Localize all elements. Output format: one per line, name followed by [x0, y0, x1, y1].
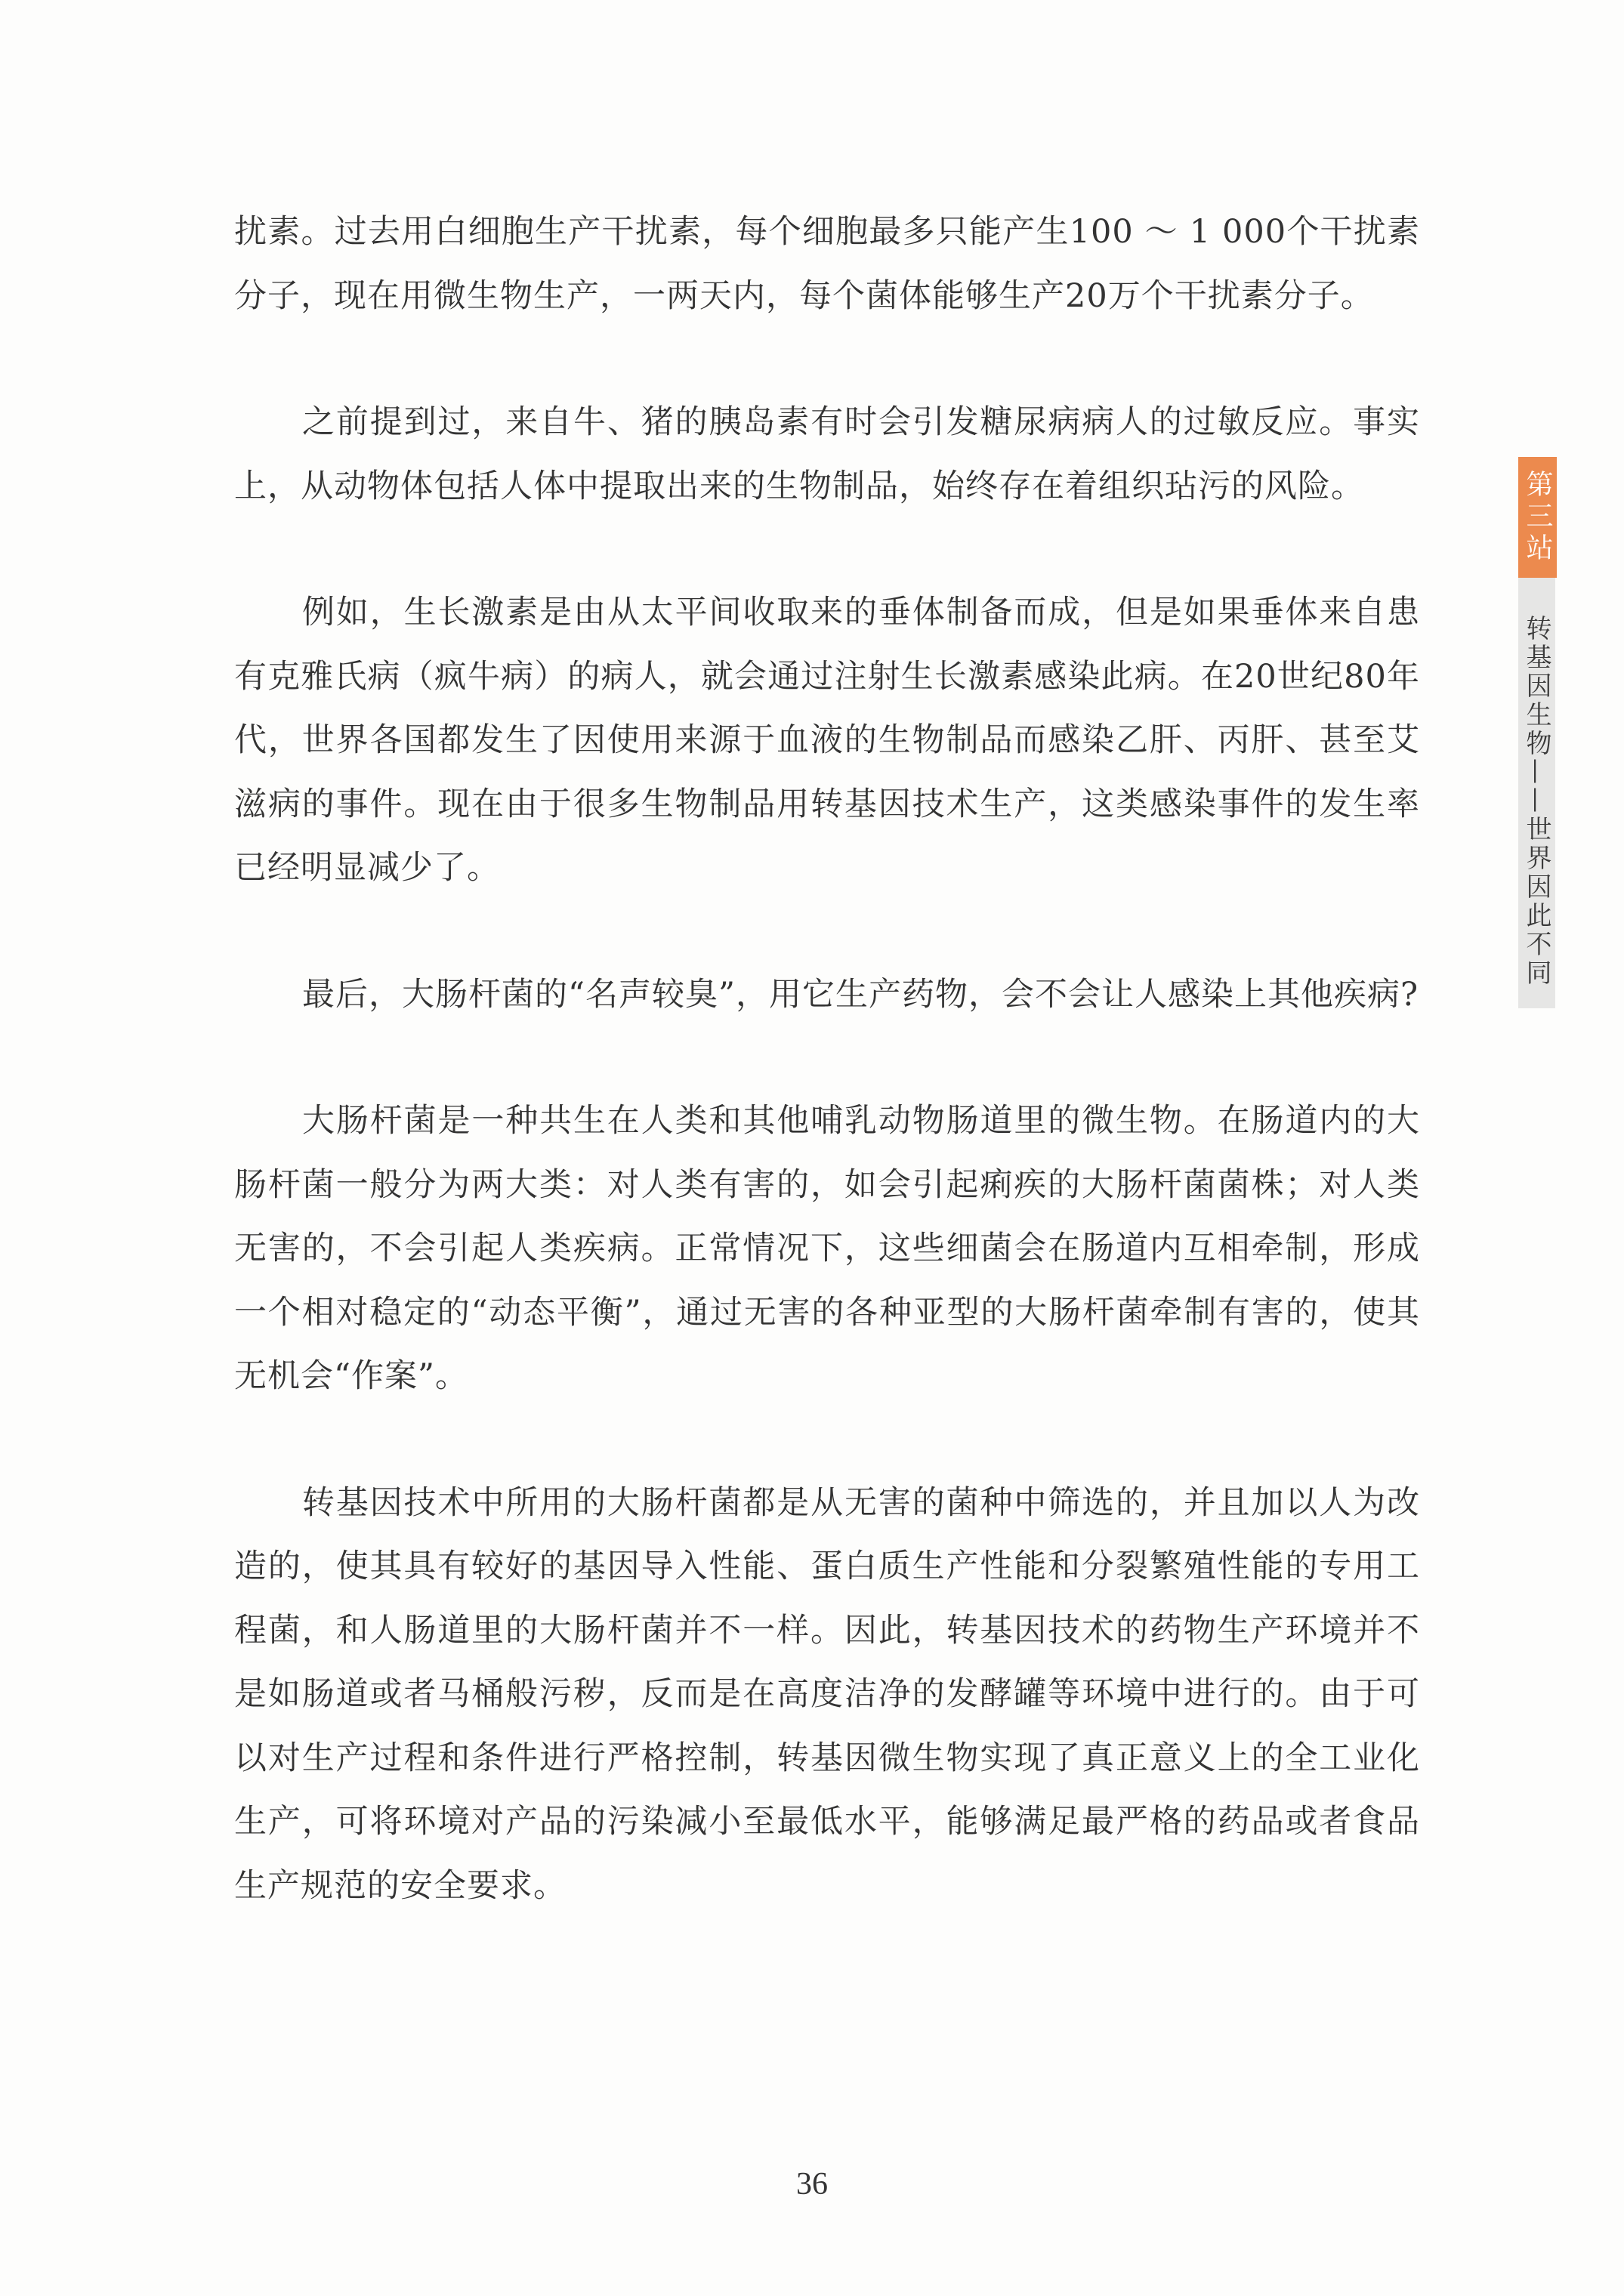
chapter-badge: 第三站	[1518, 457, 1557, 578]
chapter-side-tab	[1518, 457, 1603, 1008]
paragraph-ecoli-types: 大肠杆菌是一种共生在人类和其他哺乳动物肠道里的微生物。在肠道内的大肠杆菌一般分为两大类：对人类有害的，如会引起痢疾的大肠杆菌菌株；对人类无害的，不会引起人类疾病。正常情况下，这些细菌会在肠道内互相牵制，形成一个相对稳定的“动态平衡”，通过无害的各种亚型的大肠杆菌牵制有害的，使其无机会“作案”。	[234, 1102, 1420, 1395]
chapter-title: 转基因生物——世界因此不同	[1518, 578, 1555, 1008]
paragraph-engineered-strains: 转基因技术中所用的大肠杆菌都是从无害的菌种中筛选的，并且加以人为改造的，使其具有较好的基因导入性能、蛋白质生产性能和分裂繁殖性能的专用工程菌，和人肠道里的大肠杆菌并不一样。因此，转基因技术的药物生产环境并不是如肠道或者马桶般污秽，反而是在高度洁净的发酵罐等环境中进行的。由于可以对生产过程和条件进行严格控制，转基因微生物实现了真正意义上的全工业化生产，可将环境对产品的污染减小至最低水平，能够满足最严格的药品或者食品生产规范的安全要求。	[234, 1483, 1420, 1905]
paragraph-insulin-allergy: 之前提到过，来自牛、猪的胰岛素有时会引发糖尿病病人的过敏反应。事实上，从动物体包括人体中提取出来的生物制品，始终存在着组织玷污的风险。	[234, 403, 1420, 505]
page-number: 36	[796, 2167, 828, 2202]
main-text	[234, 200, 1420, 1980]
paragraph-growth-hormone: 例如，生长激素是由从太平间收取来的垂体制备而成，但是如果垂体来自患有克雅氏病（疯牛病）的病人，就会通过注射生长激素感染此病。在20世纪80年代，世界各国都发生了因使用来源于血液的生物制品而感染乙肝、丙肝、甚至艾滋病的事件。现在由于很多生物制品用转基因技术生产，这类感染事件的发生率已经明显减少了。	[234, 594, 1420, 887]
paragraph-ecoli-question: 最后，大肠杆菌的“名声较臭”，用它生产药物，会不会让人感染上其他疾病?	[302, 975, 1419, 1014]
paragraph-continuation: 扰素。过去用白细胞生产干扰素，每个细胞最多只能产生100 ～ 1 000个干扰素分子，现在用微生物生产，一两天内，每个菌体能够生产20万个干扰素分子。	[234, 213, 1420, 315]
